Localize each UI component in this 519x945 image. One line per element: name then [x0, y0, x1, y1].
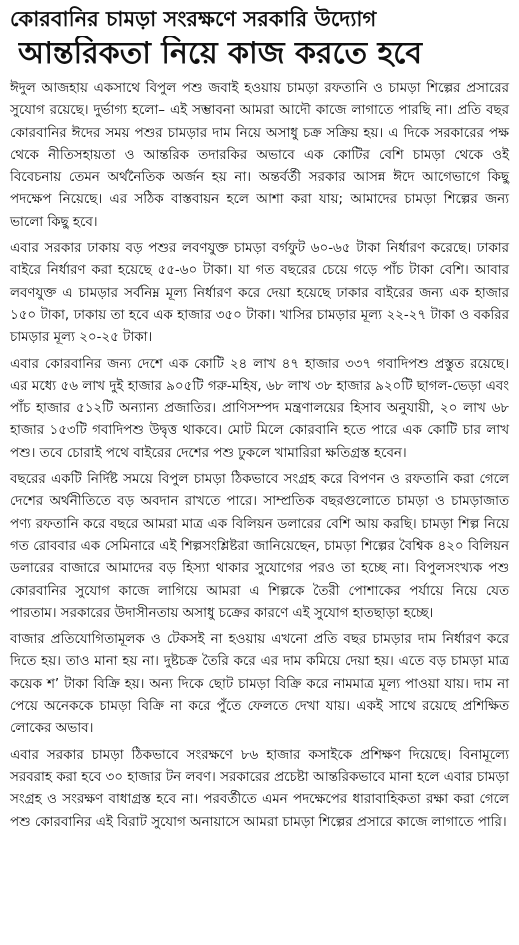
- article-paragraph: এবার কোরবানির জন্য দেশে এক কোটি ২৪ লাখ ৪৭ হাজার ৩৩৭ গবাদিপশু প্রস্তুত রয়েছে। এর মধ্যে ৫৬ লাখ দুই হাজার ৯০৫টি গরু-মহিষ, ৬৮ লাখ ৩৮ হাজার ৯২০টি ছাগল-ভেড়া এবং পাঁচ হাজার ৫১২টি অন্যান্য প্রজাতির। প্রাণিসম্পদ মন্ত্রণালয়ের হিসাব অনুযায়ী, ২০ লাখ ৬৮ হাজার ১৫৩টি গবাদিপশু উদ্বৃত্ত থাকবে। মোট মিলে কোরবানি হতে পারে এক কোটি চার লাখ পশু। তবে চোরাই পথে বাইরের দেশের পশু ঢুকলে খামারিরা ক্ষতিগ্রস্ত হবেন।: [10, 356, 509, 461]
- article-kicker: কোরবানির চামড়া সংরক্ষণে সরকারি উদ্যোগ: [10, 7, 377, 31]
- article-paragraph: ঈদুল আজহায় একসাথে বিপুল পশু জবাই হওয়ায় চামড়া রফতানি ও চামড়া শিল্পের প্রসারের সুযোগ রয়েছে। দুর্ভাগ্য হলো– এই সম্ভাবনা আমরা আদৌ কাজে লাগাতে পারছি না। প্রতি বছর কোরবানির ঈদের সময় পশুর চামড়ার দাম নিয়ে অসাধু চক্র সক্রিয় হয়। এ দিকে সরকারের পক্ষ থেকে নীতিসহায়তা ও আন্তরিক তদারকির অভাবে এক কোটির বেশি চামড়া থেকে ওই বিবেচনায় তেমন অর্থনৈতিক অর্জন হয় না। অন্তর্বর্তী সরকার আসন্ন ঈদে আগেভাগে কিছু পদক্ষেপ নিয়েছে। এর সঠিক বাস্তবায়ন হলে আশা করা যায়; আমাদের চামড়া শিল্পের জন্য ভালো কিছু হবে।: [10, 81, 509, 230]
- article-headline: আন্তরিকতা নিয়ে কাজ করতে হবে: [18, 36, 423, 71]
- article-paragraph: বছরের একটি নির্দিষ্ট সময়ে বিপুল চামড়া ঠিকভাবে সংগ্রহ করে বিপণন ও রফতানি করা গেলে দেশের অর্থনীতিতে বড় অবদান রাখতে পারে। সাম্প্রতিক বছরগুলোতে চামড়া ও চামড়াজাত পণ্য রফতানি করে বছরে আমরা মাত্র এক বিলিয়ন ডলারের বেশি আয় করছি। চামড়া শিল্প নিয়ে গত রোববার এক সেমিনারে এই শিল্পসংশ্লিষ্টরা জানিয়েছেন, চামড়া শিল্পের বৈশ্বিক ৪২০ বিলিয়ন ডলারের বাজারে আমাদের বড় হিস্যা থাকার সুযোগের পরও তা হচ্ছে না। বিপুলসংখ্যক পশু কোরবানির সুযোগ কাজে লাগিয়ে আমরা এ শিল্পকে তৈরী পোশাকের পর্যায়ে নিয়ে যেত পারতাম। সরকারের উদাসীনতায় অসাধু চক্রের কারণে এই সুযোগ হাতছাড়া হচ্ছে।: [10, 472, 509, 621]
- article-paragraph: এবার সরকার ঢাকায় বড় পশুর লবণযুক্ত চামড়া বর্গফুট ৬০-৬৫ টাকা নির্ধারণ করেছে। ঢাকার বাইরে নির্ধারণ করা হয়েছে ৫৫-৬০ টাকা। যা গত বছরের চেয়ে গড়ে পাঁচ টাকা বেশি। আবার লবণযুক্ত এ চামড়ার সর্বনিম্ন মূল্য নির্ধারণ করে দেয়া হয়েছে ঢাকার বাইরের জন্য এক হাজার ১৫০ টাকা, ঢাকায় তা হবে এক হাজার ৩৫০ টাকা। খাসির চামড়ার মূল্য ২২-২৭ টাকা ও বকরির চামড়ার মূল্য ২০-২৫ টাকা।: [10, 241, 509, 346]
- article-paragraph: বাজার প্রতিযোগিতামূলক ও টেকসই না হওয়ায় এখনো প্রতি বছর চামড়ার দাম নির্ধারণ করে দিতে হয়। তাও মানা হয় না। দুষ্টচক্র তৈরি করে এর দাম কমিয়ে দেয়া হয়। এতে বড় চামড়া মাত্র কয়েক শ’ টাকা বিক্রি হয়। অন্য দিকে ছোট চামড়া বিক্রি করে নামমাত্র মূল্য পাওয়া যায়। দাম না পেয়ে অনেককে চামড়া বিক্রি না করে পুঁতে ফেলতে দেখা যায়। একই সাথে রয়েছে প্রশিক্ষিত লোকের অভাব।: [10, 632, 509, 737]
- article-body: [10, 78, 509, 834]
- article-paragraph: এবার সরকার চামড়া ঠিকভাবে সংরক্ষণে ৮৬ হাজার কসাইকে প্রশিক্ষণ দিয়েছে। বিনামূল্যে সরবরাহ করা হবে ৩০ হাজার টন লবণ। সরকারের প্রচেষ্টা আন্তরিকভাবে মানা হলে এবার চামড়া সংগ্রহ ও সংরক্ষণ বাধাগ্রস্ত হবে না। পরবর্তীতে এমন পদক্ষেপের ধারাবাহিকতা রক্ষা করা গেলে পশু কোরবানির এই বিরাট সুযোগ অনায়াসে আমরা চামড়া শিল্পের প্রসারে কাজে লাগাতে পারি।: [10, 747, 509, 830]
